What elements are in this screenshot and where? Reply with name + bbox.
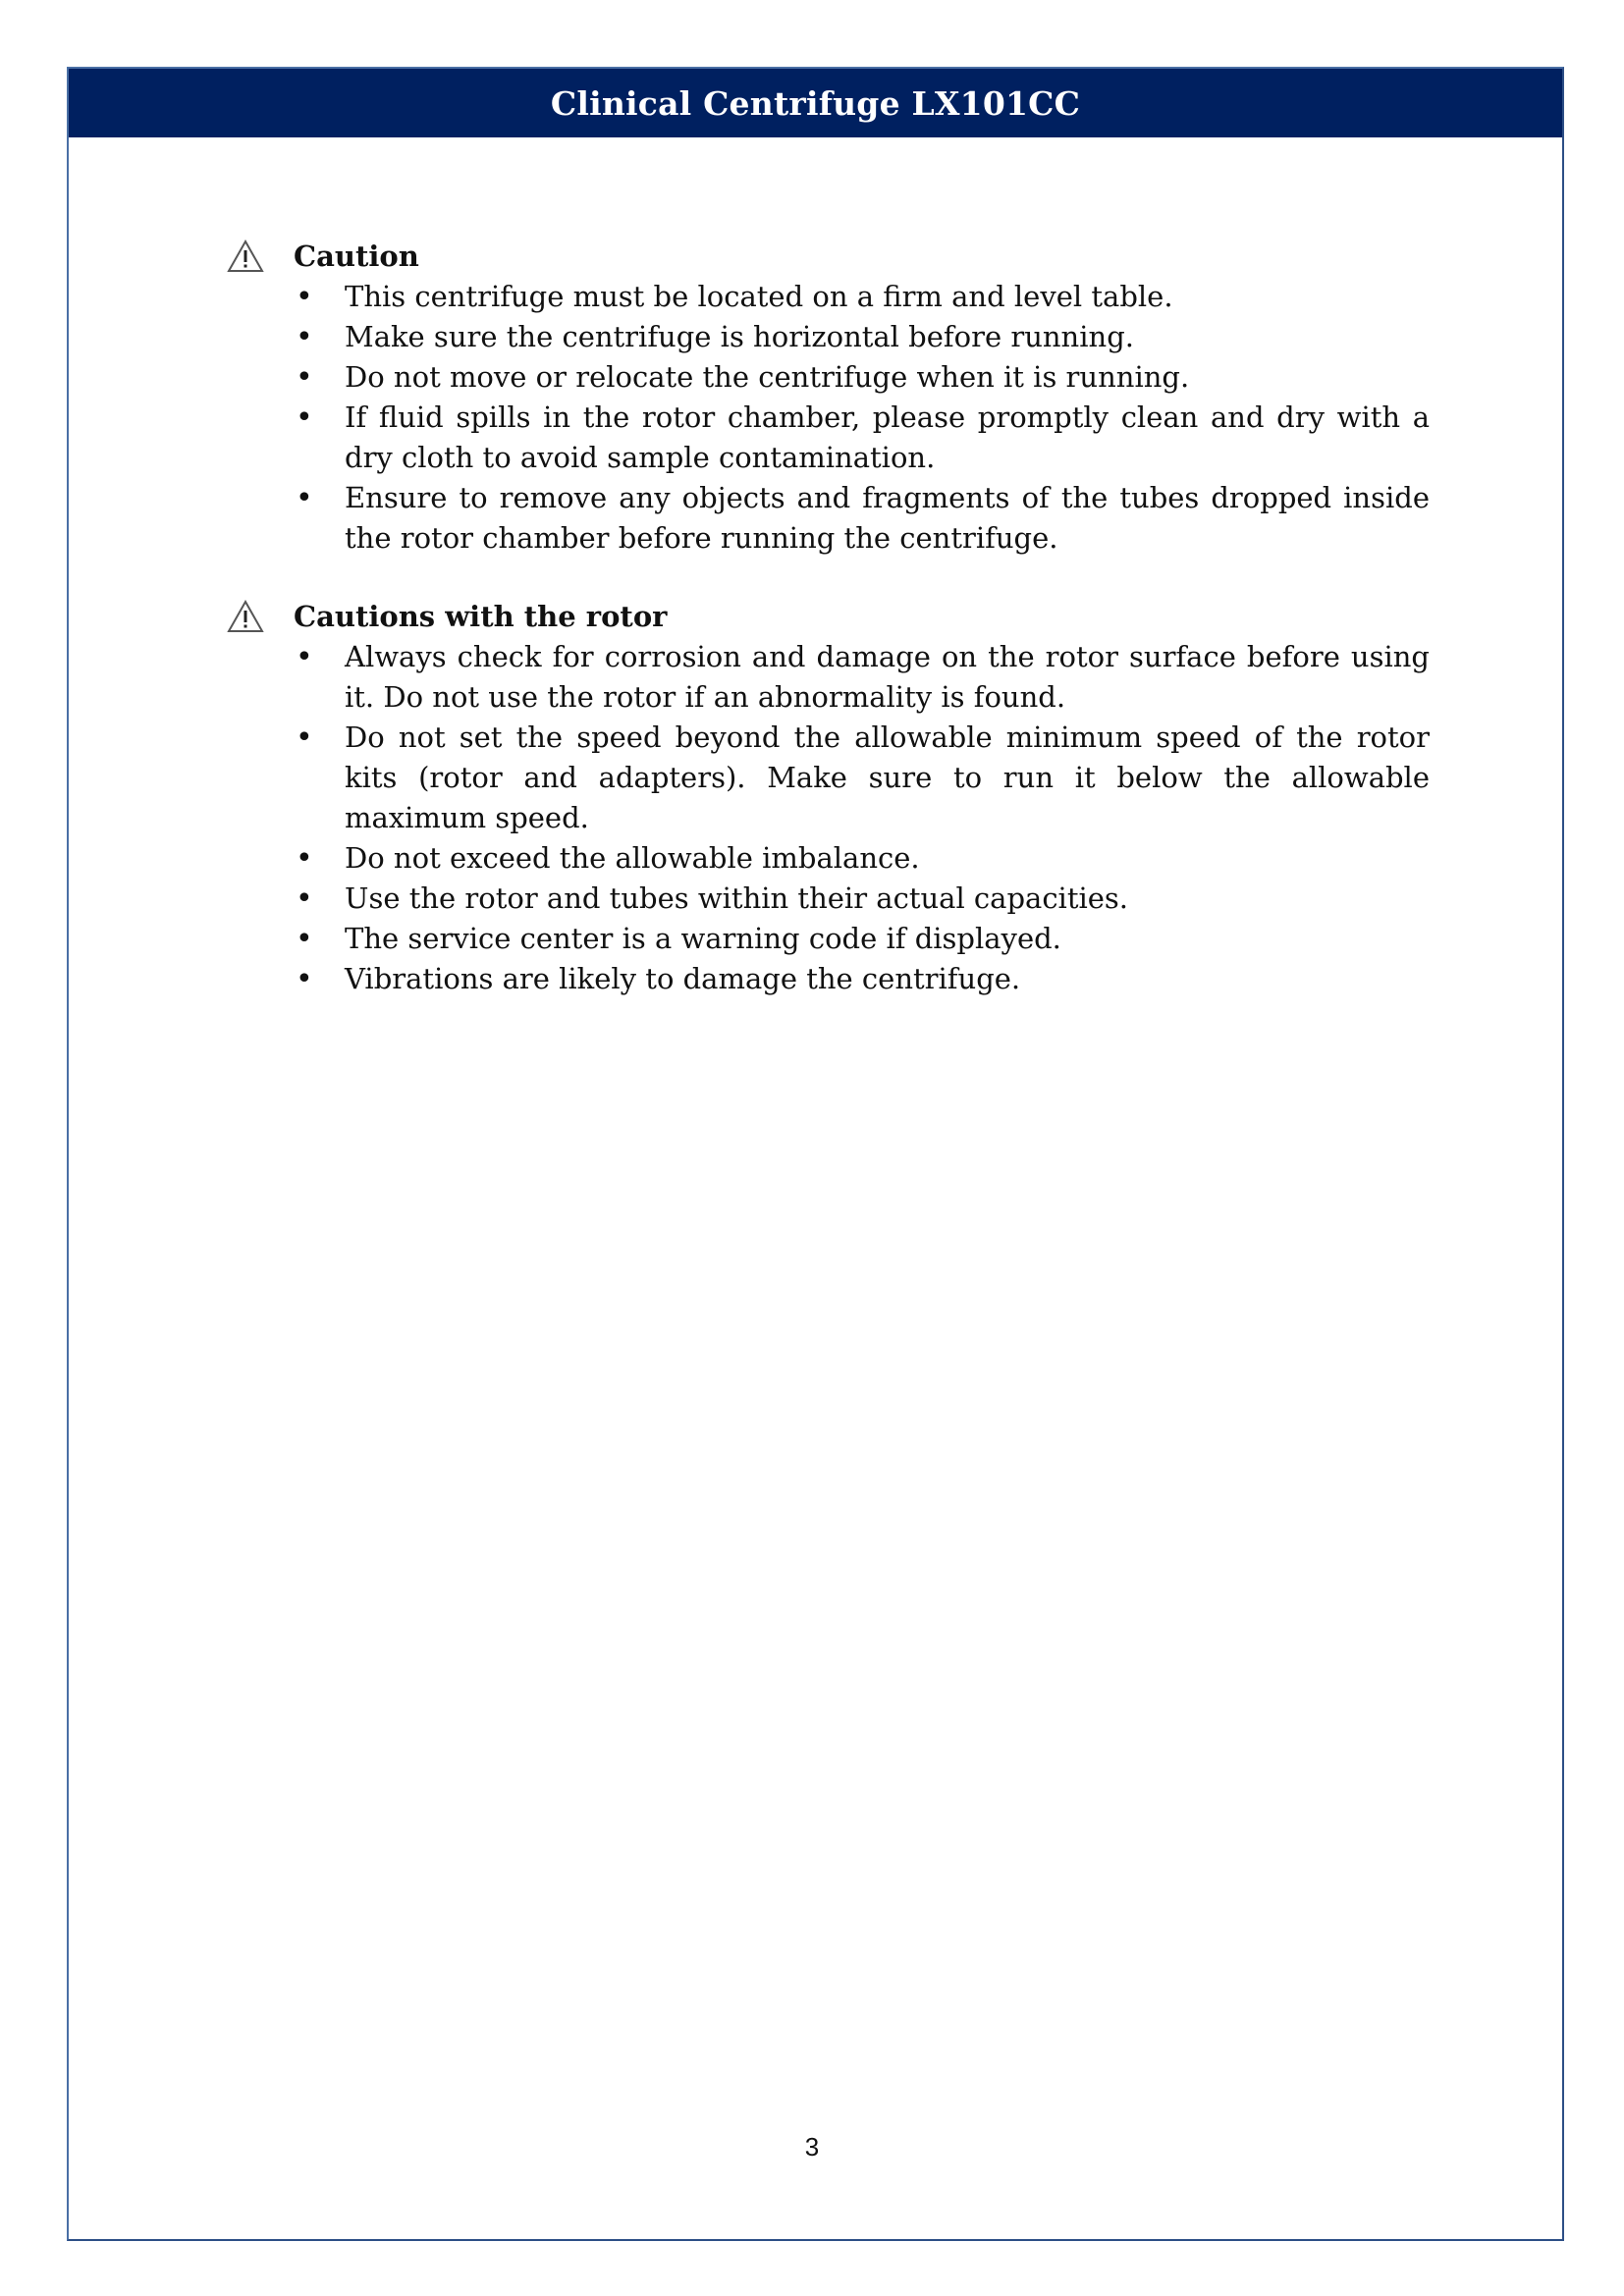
section-heading — [229, 596, 1432, 637]
caution-list — [229, 277, 1432, 559]
list-item: • Do not move or relocate the centrifuge when it is running. — [296, 360, 1190, 395]
document-title: Clinical Centrifuge LX101CC — [550, 83, 1081, 123]
list-item: • Ensure to remove any objects and fragments of the tubes dropped inside the rotor chamber before running the centrifuge. — [296, 481, 1430, 555]
section-title: Caution — [294, 240, 419, 273]
list-item: • Always check for corrosion and damage on the rotor surface before using it. Do not use the rotor if an abnormality is found. — [296, 640, 1430, 714]
list-item: • If fluid spills in the rotor chamber, please promptly clean and dry with a dry cloth to avoid sample contamination. — [296, 400, 1430, 474]
warning-triangle-icon — [227, 600, 264, 633]
rotor-cautions-list — [229, 637, 1432, 999]
list-item: • The service center is a warning code if displayed. — [296, 922, 1061, 956]
section-heading — [229, 236, 1432, 277]
content-area — [229, 236, 1432, 1037]
warning-triangle-icon — [227, 240, 264, 273]
list-item: • Do not set the speed beyond the allowable minimum speed of the rotor kits (rotor and adapters). Make sure to run it below the allowable maximum speed. — [296, 721, 1430, 834]
list-item: • Do not exceed the allowable imbalance. — [296, 841, 920, 876]
header-bar — [69, 69, 1562, 137]
caution-section — [229, 236, 1432, 559]
list-item: • This centrifuge must be located on a firm and level table. — [296, 280, 1173, 314]
list-item: • Use the rotor and tubes within their actual capacities. — [296, 881, 1129, 916]
list-item: • Make sure the centrifuge is horizontal before running. — [296, 320, 1134, 354]
page-number: 3 — [804, 2132, 820, 2162]
rotor-cautions-section — [229, 596, 1432, 999]
list-item: • Vibrations are likely to damage the centrifuge. — [296, 962, 1021, 996]
section-title: Cautions with the rotor — [294, 600, 668, 633]
